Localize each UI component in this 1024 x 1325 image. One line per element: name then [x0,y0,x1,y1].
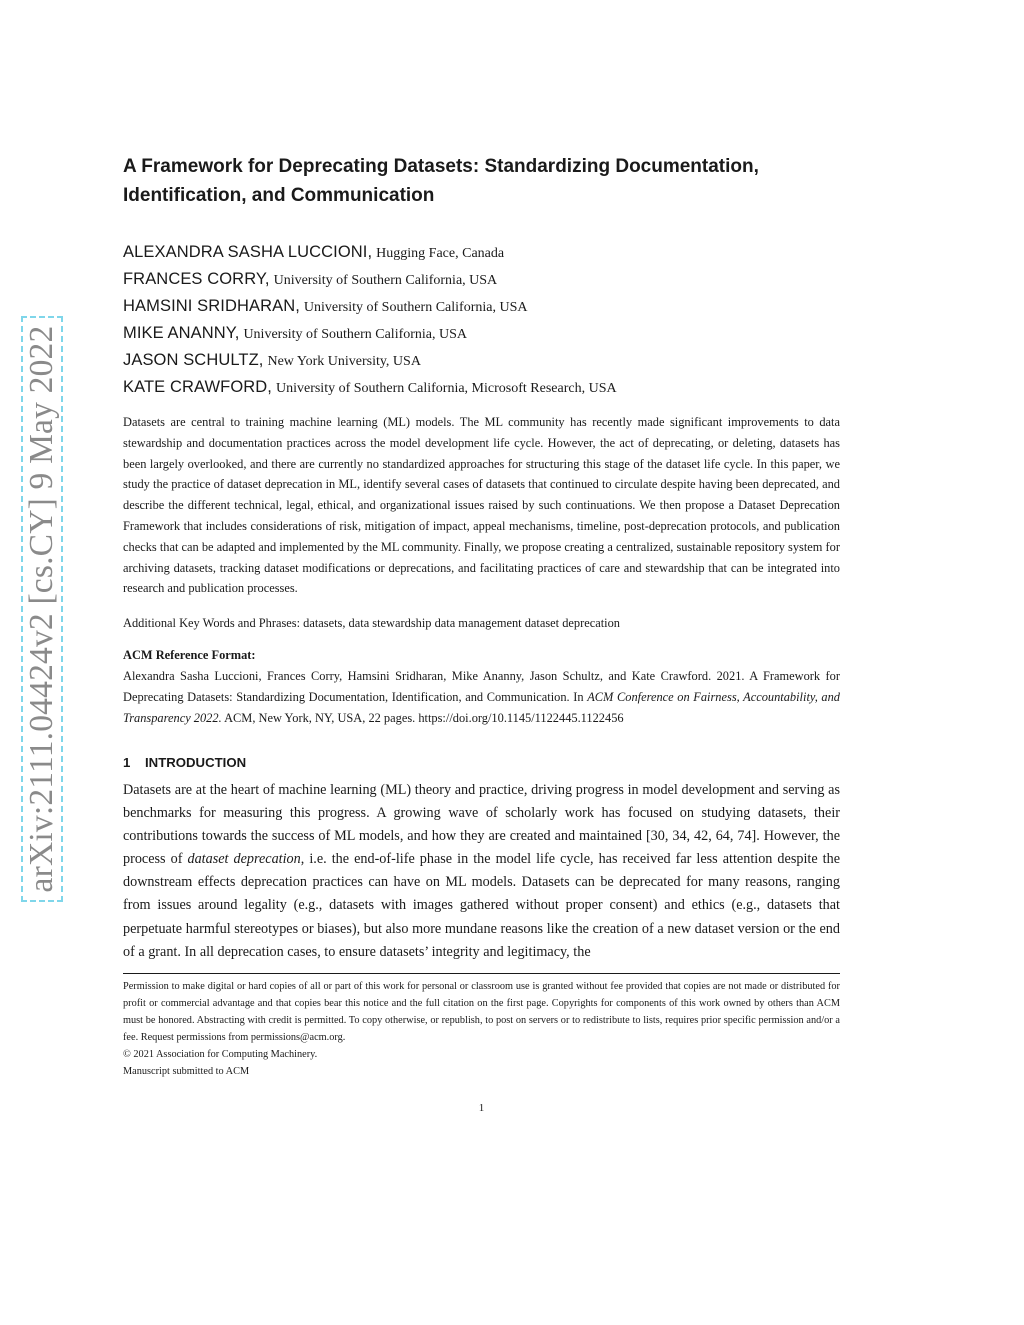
introduction-paragraph [123,779,840,964]
author-name: FRANCES CORRY, [123,270,270,288]
section-number: 1 [123,755,131,770]
keywords: Additional Key Words and Phrases: datasets, data stewardship data management dataset deprecation [123,616,620,630]
acm-reference-heading: ACM Reference Format: [123,648,256,662]
copyright-notice: © 2021 Association for Computing Machinery. [123,1049,318,1060]
author-name: HAMSINI SRIDHARAN, [123,297,300,315]
author-entry [123,266,840,293]
author-affiliation: New York University, USA [267,354,421,369]
author-name: KATE CRAWFORD, [123,378,272,396]
intro-text-part-1: Datasets are at the heart of machine learning (ML) theory and practice, driving progress in model development and serving as benchmarks for measuring this progress. A growing wave of scholarly work has focused on studying datasets, their contributions towards the success of ML models, and how they are created and maintained [30, 34, 42, 64, 74]. However, the process of [123,782,840,868]
author-affiliation: University of Southern California, Microsoft Research, USA [275,381,617,396]
author-name: ALEXANDRA SASHA LUCCIONI, [123,243,373,261]
author-entry [123,239,840,266]
intro-emphasis: dataset deprecation [187,851,301,868]
abstract: Datasets are central to training machine learning (ML) models. The ML community has recently made significant improvements to data stewardship and documentation practices across the model development life cycle. However, the act of deprecating, or deleting, datasets has been largely overlooked, and there are currently no standardized approaches for structuring this stage of the dataset life cycle. In this paper, we study the practice of dataset deprecation in ML, identify several cases of datasets that continued to circulate despite having been deprecated, and describe the different technical, legal, ethical, and organizational issues raised by such continuations. We then propose a Dataset Deprecation Framework that includes considerations of risk, mitigation of impact, appeal mechanisms, timeline, post-deprecation protocols, and publication checks that can be adapted and implemented by the ML community. Finally, we propose creating a centralized, sustainable repository system for archiving datasets, tracking dataset modifications or deprecations, and facilitating practices of care and stewardship that can be integrated into research and publication processes. [123,415,840,596]
page-number: 1 [478,1102,485,1114]
author-affiliation: University of Southern California, USA [273,273,498,288]
manuscript-note: Manuscript submitted to ACM [123,1066,250,1077]
acm-reference-authors: Alexandra Sasha Luccioni, Frances Corry, Hamsini Sridharan, Mike Ananny, Jason Schultz, and Kate Crawford. 2021. A Framework for Deprecating Datasets: Standardizing Documentation, Identification, and Communication. In [123,669,840,704]
author-entry [123,374,840,401]
title-line-1: A Framework for Deprecating Datasets: Standardizing Documentation, [123,156,759,177]
author-name: JASON SCHULTZ, [123,351,264,369]
title-line-2: Identification, and Communication [123,185,435,206]
acm-reference-venue: ACM Conference on Fairness, Accountability, and Transparency 2022. [123,690,841,725]
author-affiliation: University of Southern California, USA [243,327,468,342]
author-list [123,239,840,401]
section-heading [123,753,246,773]
author-name: MIKE ANANNY, [123,324,240,342]
acm-reference-text [123,666,840,729]
author-affiliation: Hugging Face, Canada [376,246,505,261]
author-affiliation: University of Southern California, USA [303,300,528,315]
footnote-divider [123,973,840,974]
author-entry [123,293,840,320]
author-entry [123,320,840,347]
arxiv-stamp: arXiv:2111.04424v2 [cs.CY] 9 May 2022 [23,325,60,893]
section-title: INTRODUCTION [145,755,247,770]
paper-title [123,152,840,210]
acm-reference-doi: ACM, New York, NY, USA, 22 pages. https://doi.org/10.1145/1122445.1122456 [221,711,624,725]
permission-footnote: Permission to make digital or hard copies of all or part of this work for personal or classroom use is granted without fee provided that copies are not made or distributed for profit or commercial advantage and that copies bear this notice and the full citation on the first page. Copyrights for components of this work owned by others than ACM must be honored. Abstracting with credit is permitted. To copy otherwise, or republish, to post on servers or to redistribute to lists, requires prior specific permission and/or a fee. Request permissions from permissions@acm.org. [123,981,840,1043]
intro-text-part-2: , i.e. the end-of-life phase in the model life cycle, has received far less attention despite the downstream effects deprecation practices can have on ML models. Datasets can be deprecated for many reasons, ranging from issues around legality (e.g., datasets with images gathered without proper consent) and ethics (e.g., datasets that perpetuate harmful stereotypes or biases), but also more mundane reasons like the creation of a new dataset version or the end of a grant. In all deprecation cases, to ensure datasets’ integrity and legitimacy, the [123,851,840,960]
author-entry [123,347,840,374]
